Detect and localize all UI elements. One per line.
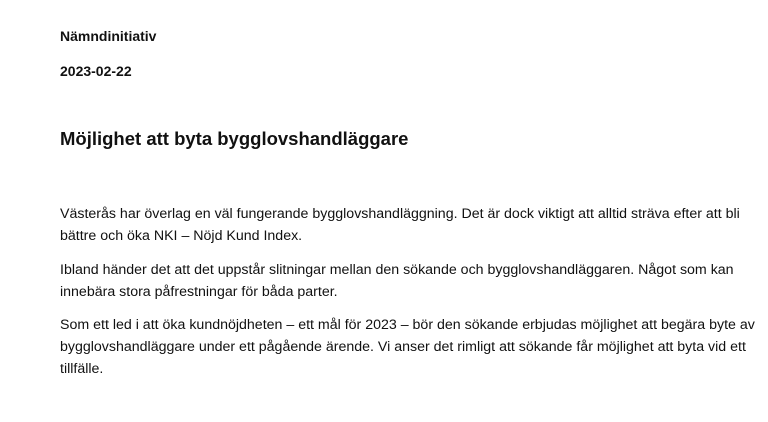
document-date: 2023-02-22 xyxy=(60,63,132,79)
body-paragraph-2: Ibland händer det att det uppstår slitningar mellan den sökande och bygglovshandläggaren. Något som kan innebära stora påfrestningar för båda parter. xyxy=(60,262,734,300)
document-title: Möjlighet att byta bygglovshandläggare xyxy=(60,128,409,149)
body-paragraph-1: Västerås har överlag en väl fungerande bygglovshandläggning. Det är dock viktigt att alltid sträva efter att bli bättre och öka NKI – Nöjd Kund Index. xyxy=(60,206,740,244)
body-paragraph-3: Som ett led i att öka kundnöjdheten – ett mål för 2023 – bör den sökande erbjudas möjlighet att begära byte av bygglovshandläggare under ett pågående ärende. Vi anser det rimligt att sökande får möjlighet att byta vid ett tillfälle. xyxy=(60,317,755,377)
document-type-label: Nämndinitiativ xyxy=(60,28,157,44)
